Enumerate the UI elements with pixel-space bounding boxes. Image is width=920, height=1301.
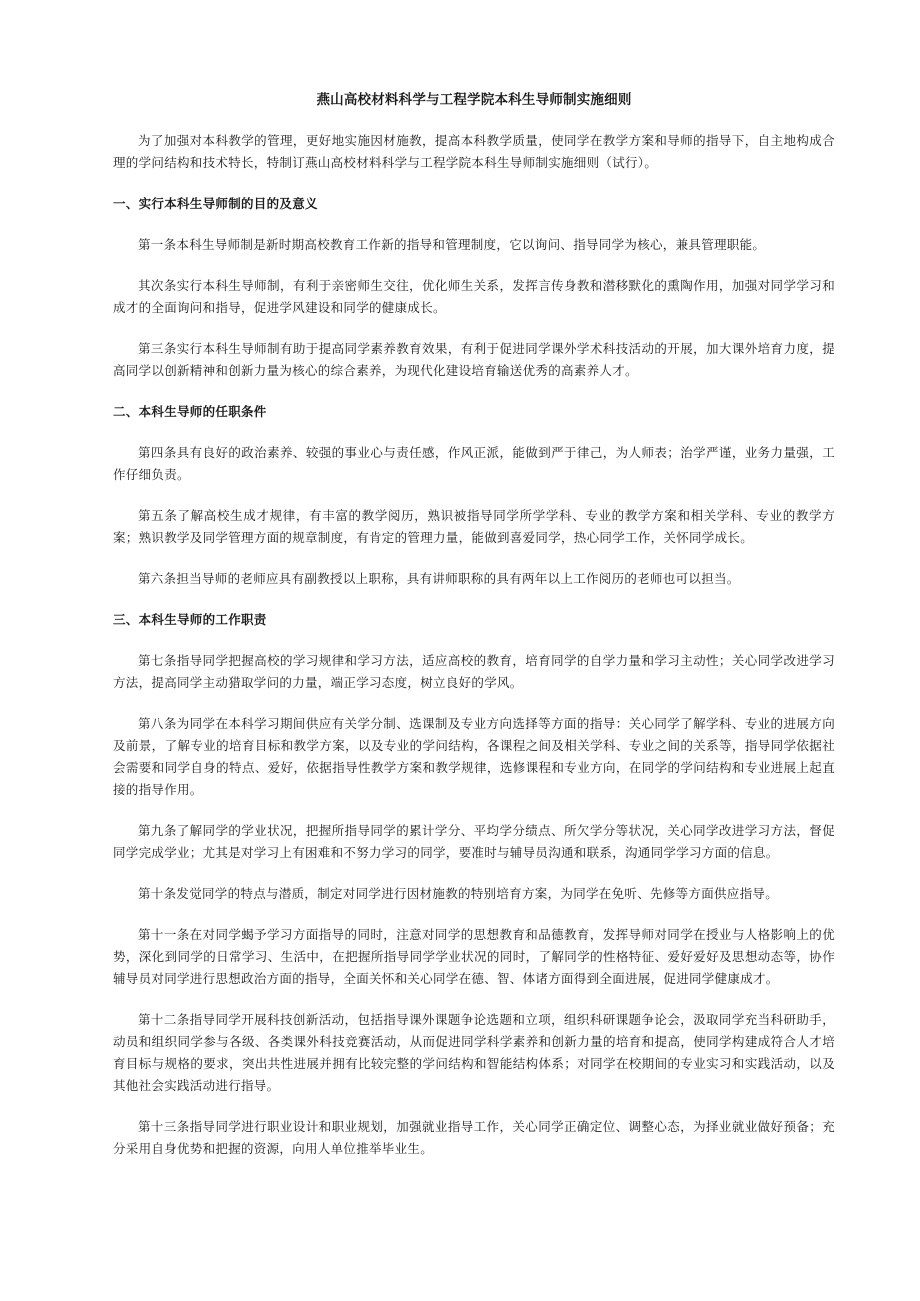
article-1: 第一条本科生导师制是新时期高校教育工作新的指导和管理制度，它以询问、指导同学为核心，兼具管理职能。 xyxy=(138,237,766,252)
section-heading-3: 三、本科生导师的工作职责 xyxy=(113,612,267,627)
article-4: 第四条具有良好的政治素养、较强的事业心与责任感，作风正派，能做到严于律己，为人师表；治学严谨，业务力量强，工作仔细负责。 xyxy=(113,445,835,482)
article-2: 其次条实行本科生导师制，有利于亲密师生交往，优化师生关系，发挥言传身教和潜移默化的熏陶作用，加强对同学学习和成才的全面询问和指导，促进学风建设和同学的健康成长。 xyxy=(113,278,835,315)
document-page xyxy=(113,90,835,1179)
article-12: 第十二条指导同学开展科技创新活动，包括指导课外课题争论选题和立项，组织科研课题争论会，汲取同学充当科研助手，动员和组织同学参与各级、各类课外科技竞赛活动，从而促进同学科学素养和创新力量的培育和提高，使同学构建成符合人才培育目标与规格的要求，突出共性进展并拥有比较完整的学问结构和智能结构体系；对同学在校期间的专业实习和实践活动，以及其他社会实践活动进行指导。 xyxy=(113,1012,835,1093)
article-13: 第十三条指导同学进行职业设计和职业规划，加强就业指导工作，关心同学正确定位、调整心态，为择业就业做好预备；充分采用自身优势和把握的资源，向用人单位推举毕业生。 xyxy=(113,1119,835,1156)
intro-paragraph: 为了加强对本科教学的管理，更好地实施因材施教，提高本科教学质量，使同学在教学方案和导师的指导下，自主地构成合理的学问结构和技术特长，特制订燕山高校材料科学与工程学院本科生导师制实施细则（试行）。 xyxy=(113,133,835,170)
article-3: 第三条实行本科生导师制有助于提高同学素养教育效果，有利于促进同学课外学术科技活动的开展，加大课外培育力度，提高同学以创新精神和创新力量为核心的综合素养，为现代化建设培育输送优秀的高素养人才。 xyxy=(113,341,835,378)
article-11: 第十一条在对同学蝎予学习方面指导的同时，注意对同学的思想教育和品德教育，发挥导师对同学在授业与人格影响上的优势，深化到同学的日常学习、生活中，在把握所指导同学学业状况的同时，了解同学的性格特征、爱好爱好及思想动态等，协作辅导员对同学进行思想政治方面的指导，全面关怀和关心同学在德、智、体诸方面得到全面进展，促进同学健康成才。 xyxy=(113,927,835,986)
article-6: 第六条担当导师的老师应具有副教授以上职称，具有讲师职称的具有两年以上工作阅历的老师也可以担当。 xyxy=(138,571,740,586)
article-8: 第八条为同学在本科学习期间供应有关学分制、选课制及专业方向选择等方面的指导：关心同学了解学科、专业的进展方向及前景，了解专业的培育目标和教学方案，以及专业的学问结构，各课程之间及相关学科、专业之间的关系等，指导同学依据社会需要和同学自身的特点、爱好，依据指导性教学方案和教学规律，选修课程和专业方向，在同学的学问结构和专业进展上起直接的指导作用。 xyxy=(113,716,835,797)
section-heading-1: 一、实行本科生导师制的目的及意义 xyxy=(113,196,318,211)
document-title: 燕山高校材料科学与工程学院本科生导师制实施细则 xyxy=(316,92,632,108)
article-9: 第九条了解同学的学业状况，把握所指导同学的累计学分、平均学分绩点、所欠学分等状况，关心同学改进学习方法，督促同学完成学业；尤其是对学习上有困难和不努力学习的同学，要准时与辅导员沟通和联系，沟通同学学习方面的信息。 xyxy=(113,823,835,860)
article-7: 第七条指导同学把握高校的学习规律和学习方法，适应高校的教育，培育同学的自学力量和学习主动性；关心同学改进学习方法，提高同学主动猎取学问的力量，端正学习态度，树立良好的学风。 xyxy=(113,653,835,690)
article-10: 第十条发觉同学的特点与潜质，制定对同学进行因材施教的特别培育方案，为同学在免听、先修等方面供应指导。 xyxy=(138,886,779,901)
article-5: 第五条了解高校生成才规律，有丰富的教学阅历，熟识被指导同学所学学科、专业的教学方案和相关学科、专业的教学方案；熟识教学及同学管理方面的规章制度，有肯定的管理力量，能做到喜爱同学，热心同学工作，关怀同学成长。 xyxy=(113,508,835,545)
section-heading-2: 二、本科生导师的任职条件 xyxy=(113,404,267,419)
